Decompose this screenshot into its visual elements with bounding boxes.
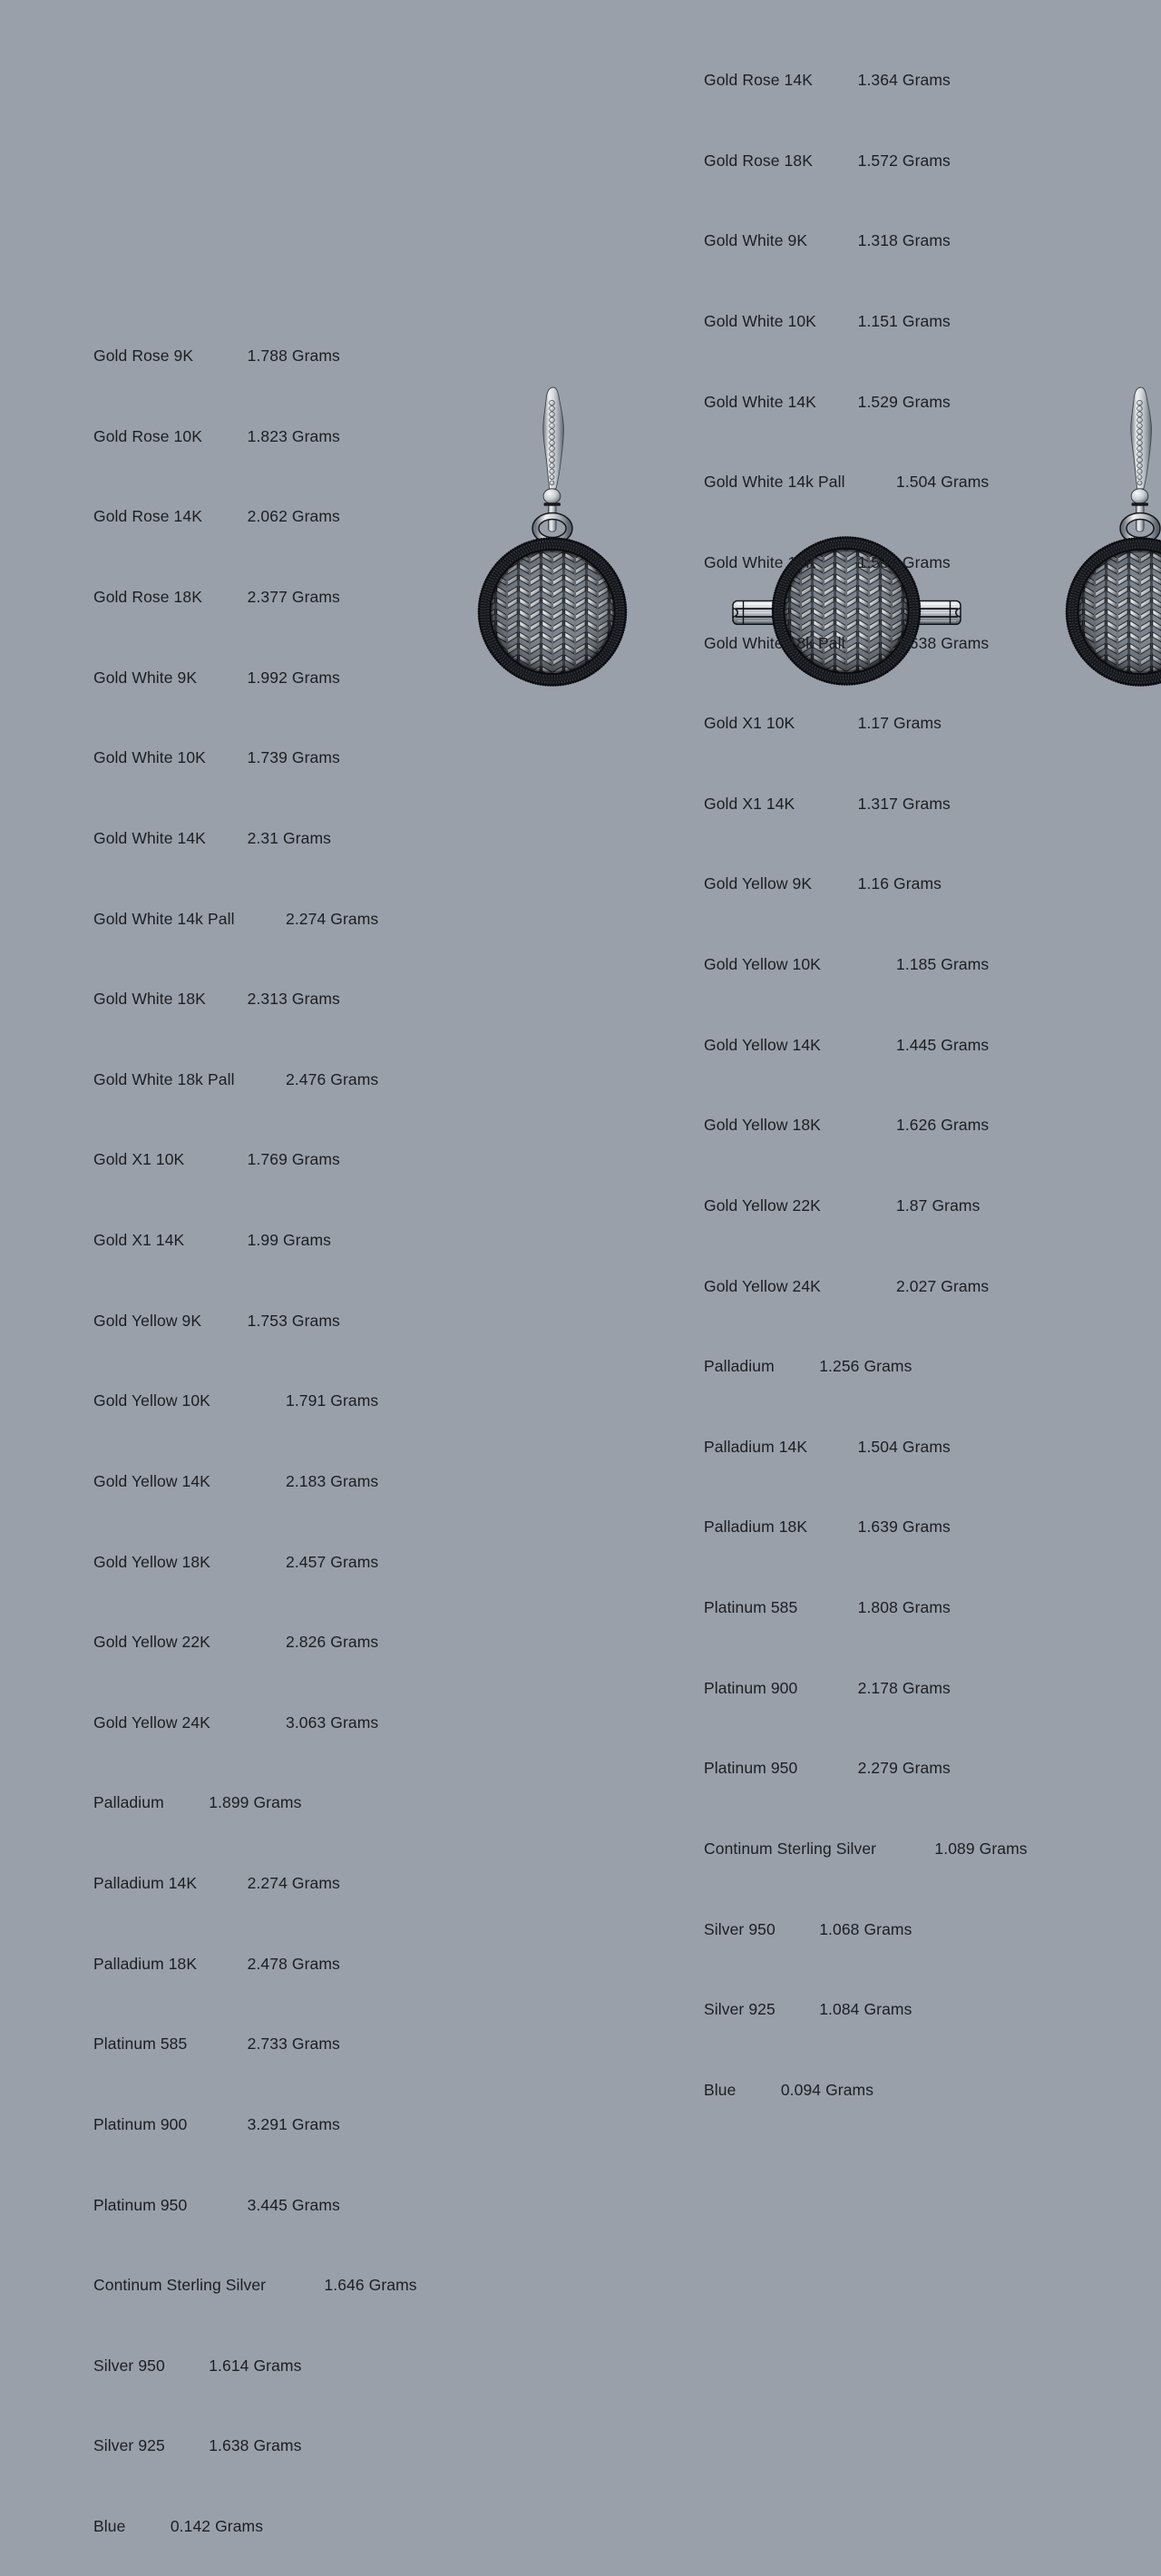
weight-row (93, 2356, 417, 2376)
weight-row (93, 2114, 417, 2134)
weight-value: 2.377 Grams (248, 588, 340, 606)
weight-value: 1.791 Grams (286, 1391, 378, 1410)
weight-row (93, 1552, 417, 1572)
weight-row (93, 989, 417, 1009)
weight-row (93, 1149, 417, 1169)
metal-name: Silver 925 (93, 2436, 165, 2454)
metal-name: Gold Yellow 10K (93, 1391, 210, 1410)
metal-name: Palladium 14K (93, 1874, 197, 1892)
weight-row (93, 2435, 417, 2455)
metal-name: Platinum 900 (93, 2115, 187, 2133)
weight-value: 1.531 Grams (858, 553, 951, 571)
metal-name: Gold X1 14K (704, 795, 795, 813)
metal-name: Blue (704, 2081, 736, 2099)
weight-row (704, 713, 1028, 733)
weight-row (93, 1069, 417, 1089)
weight-value: 1.504 Grams (858, 1438, 951, 1456)
weight-value: 2.274 Grams (248, 1874, 340, 1892)
metal-name: Palladium 14K (704, 1438, 807, 1456)
weight-value: 1.256 Grams (819, 1357, 912, 1375)
metal-name: Silver 925 (704, 2000, 776, 2018)
metal-name: Gold Yellow 14K (93, 1472, 210, 1490)
metal-name: Gold Yellow 9K (704, 874, 812, 893)
weight-row (704, 1437, 1028, 1457)
weight-row (704, 70, 1028, 90)
weight-value: 1.753 Grams (248, 1312, 340, 1330)
weight-row (704, 311, 1028, 331)
metal-name: Palladium (93, 1793, 164, 1811)
weight-row (93, 1390, 417, 1410)
metal-name: Palladium 18K (93, 1955, 197, 1973)
weight-row (93, 346, 417, 366)
weight-row (704, 392, 1028, 412)
weight-value: 1.99 Grams (248, 1231, 331, 1249)
weight-value: 1.808 Grams (858, 1598, 951, 1616)
weight-value: 2.476 Grams (286, 1070, 378, 1088)
weight-row (93, 2275, 417, 2295)
weight-row (93, 1712, 417, 1732)
metal-name: Gold White 9K (93, 668, 197, 687)
weight-row (93, 1471, 417, 1491)
weight-value: 1.16 Grams (858, 874, 941, 893)
weight-row (704, 472, 1028, 492)
weight-value: 1.364 Grams (858, 71, 951, 89)
render-earring-right-partial (1067, 387, 1161, 686)
weight-value: 1.529 Grams (858, 393, 951, 411)
weight-value: 1.151 Grams (858, 312, 951, 330)
metal-name: Gold Yellow 18K (704, 1116, 821, 1134)
weight-value: 1.639 Grams (858, 1517, 951, 1536)
metal-name: Gold X1 14K (93, 1231, 184, 1249)
weight-value: 1.089 Grams (934, 1839, 1027, 1858)
weight-row (704, 1919, 1028, 1939)
metal-name: Gold White 10K (704, 312, 816, 330)
weight-value: 1.318 Grams (858, 231, 951, 249)
metal-name: Platinum 950 (93, 2196, 187, 2214)
weight-row (93, 1632, 417, 1652)
metal-name: Gold X1 10K (93, 1150, 184, 1168)
weight-row (93, 426, 417, 446)
weight-value: 1.068 Grams (819, 1920, 912, 1938)
weight-row (93, 1954, 417, 1974)
weight-value: 0.094 Grams (781, 2081, 873, 2099)
weight-value: 2.178 Grams (858, 1679, 951, 1697)
weight-row (93, 587, 417, 607)
metal-name: Platinum 950 (704, 1759, 797, 1777)
metal-name: Gold White 14k Pall (704, 473, 845, 491)
weight-value: 2.478 Grams (248, 1955, 340, 1973)
weight-value: 1.614 Grams (209, 2356, 301, 2375)
weight-row (93, 909, 417, 929)
weight-row (704, 1758, 1028, 1778)
right-weight-list (704, 0, 1028, 2140)
weight-value: 1.626 Grams (896, 1116, 989, 1134)
weight-value: 1.899 Grams (209, 1793, 301, 1811)
metal-name: Gold White 14k Pall (93, 910, 235, 928)
metal-name: Gold Rose 9K (93, 346, 193, 365)
metal-name: Silver 950 (704, 1920, 776, 1938)
metal-name: Gold Yellow 14K (704, 1036, 821, 1054)
weight-value: 1.823 Grams (248, 427, 340, 445)
weight-value: 2.313 Grams (248, 990, 340, 1008)
weight-row (704, 1195, 1028, 1215)
weight-value: 1.185 Grams (896, 955, 989, 973)
weight-row (704, 1839, 1028, 1859)
weight-row (704, 2080, 1028, 2100)
weight-row (704, 1276, 1028, 1296)
weight-value: 1.788 Grams (248, 346, 340, 365)
weight-row (93, 1230, 417, 1250)
weight-row (93, 828, 417, 848)
weight-row (93, 1873, 417, 1893)
weight-value: 1.17 Grams (858, 714, 941, 732)
metal-name: Gold Yellow 9K (93, 1312, 201, 1330)
metal-name: Palladium (704, 1357, 775, 1375)
weight-row (704, 633, 1028, 653)
metal-name: Gold White 18K (93, 990, 206, 1008)
weight-value: 3.063 Grams (286, 1713, 378, 1732)
weight-row (704, 552, 1028, 572)
metal-name: Gold Yellow 22K (93, 1633, 210, 1651)
weight-row (704, 873, 1028, 893)
weight-row (704, 151, 1028, 171)
weight-value: 1.739 Grams (248, 748, 340, 766)
weight-row (704, 1517, 1028, 1537)
metal-name: Platinum 900 (704, 1679, 797, 1697)
weight-row (704, 1356, 1028, 1376)
weight-value: 3.445 Grams (248, 2196, 340, 2214)
metal-name: Gold White 14K (93, 829, 206, 847)
weight-value: 1.638 Grams (896, 634, 989, 652)
metal-name: Palladium 18K (704, 1517, 807, 1536)
metal-name: Gold White 14K (704, 393, 816, 411)
weight-row (704, 1597, 1028, 1617)
weight-row (93, 1311, 417, 1331)
weight-value: 1.769 Grams (248, 1150, 340, 1168)
weight-value: 1.445 Grams (896, 1036, 989, 1054)
render-earring-left (479, 387, 626, 686)
weight-value: 1.084 Grams (819, 2000, 912, 2018)
weight-value: 1.638 Grams (209, 2436, 301, 2454)
metal-name: Gold Yellow 24K (93, 1713, 210, 1732)
metal-name: Gold White 10K (93, 748, 206, 766)
weight-row (93, 1792, 417, 1812)
weight-value: 1.317 Grams (858, 795, 951, 813)
weight-row (704, 954, 1028, 974)
weight-value: 2.027 Grams (896, 1277, 989, 1295)
metal-name: Gold Rose 18K (93, 588, 202, 606)
weight-value: 1.504 Grams (896, 473, 989, 491)
metal-name: Gold Rose 10K (93, 427, 202, 445)
weight-row (93, 2516, 417, 2536)
weight-value: 1.992 Grams (248, 668, 340, 687)
metal-name: Gold Rose 14K (93, 507, 202, 525)
weight-row (93, 506, 417, 526)
metal-name: Blue (93, 2517, 125, 2535)
weight-value: 1.646 Grams (324, 2276, 416, 2294)
weight-value: 3.291 Grams (248, 2115, 340, 2133)
weight-value: 0.142 Grams (171, 2517, 263, 2535)
weight-row (93, 2034, 417, 2054)
weight-row (704, 1999, 1028, 2019)
weight-value: 2.062 Grams (248, 507, 340, 525)
weight-value: 2.457 Grams (286, 1553, 378, 1571)
weight-row (93, 2195, 417, 2215)
weight-row (93, 668, 417, 688)
weight-row (704, 1678, 1028, 1698)
metal-name: Platinum 585 (704, 1598, 797, 1616)
metal-name: Continum Sterling Silver (93, 2276, 266, 2294)
metal-name: Gold Rose 14K (704, 71, 813, 89)
weight-value: 2.274 Grams (286, 910, 378, 928)
metal-name: Gold Yellow 24K (704, 1277, 821, 1295)
weight-row (704, 1115, 1028, 1135)
weight-value: 2.183 Grams (286, 1472, 378, 1490)
metal-name: Gold Yellow 10K (704, 955, 821, 973)
weight-value: 2.733 Grams (248, 2034, 340, 2053)
metal-name: Gold Rose 18K (704, 151, 813, 170)
metal-name: Continum Sterling Silver (704, 1839, 876, 1858)
left-weight-list (93, 266, 417, 2576)
weight-row (704, 1035, 1028, 1055)
weight-value: 2.279 Grams (858, 1759, 951, 1777)
metal-name: Platinum 585 (93, 2034, 187, 2053)
weight-row (704, 794, 1028, 814)
metal-name: Gold White 18k Pall (93, 1070, 235, 1088)
metal-name: Silver 950 (93, 2356, 165, 2375)
weight-value: 2.826 Grams (286, 1633, 378, 1651)
weight-row (704, 230, 1028, 250)
metal-name: Gold Yellow 22K (704, 1196, 821, 1215)
weight-value: 1.572 Grams (858, 151, 951, 170)
weight-row (93, 747, 417, 767)
weight-value: 2.31 Grams (248, 829, 331, 847)
metal-name: Gold X1 10K (704, 714, 795, 732)
weight-value: 1.87 Grams (896, 1196, 980, 1215)
metal-name: Gold Yellow 18K (93, 1553, 210, 1571)
metal-name: Gold White 18K (704, 553, 816, 571)
metal-name: Gold White 9K (704, 231, 807, 249)
metal-name: Gold White 18k Pall (704, 634, 845, 652)
